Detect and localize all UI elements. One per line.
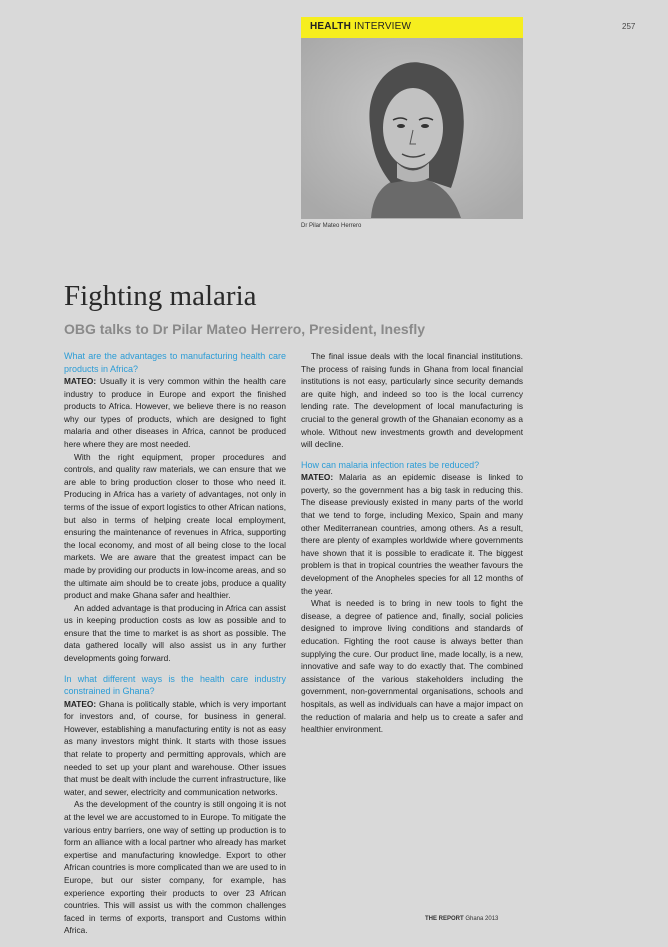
photo-caption: Dr Pilar Mateo Herrero (301, 223, 362, 229)
column-left (64, 350, 286, 937)
question-1: What are the advantages to manufacturing health care products in Africa? (64, 351, 286, 374)
portrait-image (301, 38, 523, 219)
answer-3-para-2: What is needed is to bring in new tools to fight the disease, a degree of patience and, finally, social policies designed to improve living conditions and standards of education. Fighting the root cause is always better than supplying the cure. Our product line, made locally, is a new, innovative and safe way to do exactly that. The combined assistance of the various stakeholders including the government, non-governmental organisations, schools and hospitals, as well as individuals can have a major impact on the reduction of malaria and help us to create a safer and healthier environment. (301, 598, 523, 735)
answer-3-para-1 (301, 471, 523, 597)
question-3: How can malaria infection rates be reduced? (301, 459, 480, 470)
answer-1-text: Usually it is very common within the health care industry to produce in Europe and export the finished products to Africa. However, we believe there is no reason why our types of products, which are designed to fight malaria and other diseases in Africa, cannot be produced here where they are most needed. (64, 376, 286, 449)
section-tag-rest: INTERVIEW (351, 21, 412, 32)
footer (425, 916, 498, 922)
answer-1-para-1 (64, 375, 286, 451)
column-right (301, 350, 523, 736)
page-number: 257 (622, 22, 636, 31)
article-title: Fighting malaria (64, 280, 257, 312)
footer-brand: THE REPORT (425, 916, 464, 922)
article-subtitle: OBG talks to Dr Pilar Mateo Herrero, President, Inesfly (64, 321, 425, 337)
answer-1-para-2: With the right equipment, proper procedures and controls, and quality raw materials, we can ensure that we are able to bring production closer to those who need it. Producing in Africa has a variety of advantages, not only in terms of the issue of export logistics to other African nations, but also in terms of helping create local employment, ensuring the maintenance of revenues in Africa, supporting the local economy, and most of all being close to the local markets. We are aware that the greatest impact can be made by providing our products in low-income areas, and so the ultimate aim should be to create jobs, produce a quality product and make Ghana safer and healthier. (64, 451, 286, 601)
answer-2-para-2: As the development of the country is still ongoing it is not at the level we are accustomed to in Europe. To mitigate the various entry barriers, one way of setting up production is to form an alliance with a local partner who already has market expertise and manufacturing knowledge. Export to other African countries is more complicated than we are used to in Europe, but our sister company, for example, has experience exporting their products to over 23 African countries. This will assist us with the common challenges faced in terms of exports, transport and Customs within Africa. (64, 799, 286, 936)
question-2: In what different ways is the health care industry constrained in Ghana? (64, 673, 286, 697)
answer-3-text: Malaria as an epidemic disease is linked to poverty, so the government has a big task in reducing this. The disease previously existed in many parts of the world that we tend to forge, including Mexico, Spain and many other Mediterranean countries, among others. As a result, there are plenty of examples worldwide where governments have shown that it is possible to eradicate it. The biggest problem is that in tropical countries the weather favours the development of the Anopheles species for all 12 months of the year. (301, 472, 523, 596)
answer-1-para-3: An added advantage is that producing in Africa can assist us in keeping production costs as low as possible and to ensure that the time to market is as short as possible. The data gathered locally will also assist us in any further developments going forward. (64, 602, 286, 664)
answer-2-para-3: The final issue deals with the local financial institutions. The process of raising funds in Ghana from local financial institutions is not easy, particularly since security demands are quite high, and indeed so too is the local currency lending rate. The development of local manufacturing is crucial to the general growth of the Ghanaian economy as a whole. Without new investments growth and development will decline. (301, 351, 523, 450)
answer-2-para-1 (64, 698, 286, 799)
footer-text: Ghana 2013 (463, 916, 499, 922)
section-tag (301, 17, 523, 38)
speaker-label: MATEO: (64, 698, 97, 709)
speaker-label: MATEO: (301, 472, 334, 483)
answer-2-text: Ghana is politically stable, which is very important for investors and, of course, for business in general. However, establishing a manufacturing entity is not as easy as many investors might think. It starts with those issues that relate to property and permitting approvals, which are needed to set up your plant and warehouse. Other issues that must be dealt with include the current infrastructure, like water, and sewer, electricity and communication networks. (64, 698, 287, 797)
speaker-label: MATEO: (64, 376, 97, 386)
portrait-illustration-icon (301, 38, 523, 219)
section-tag-bold: HEALTH (310, 21, 352, 32)
